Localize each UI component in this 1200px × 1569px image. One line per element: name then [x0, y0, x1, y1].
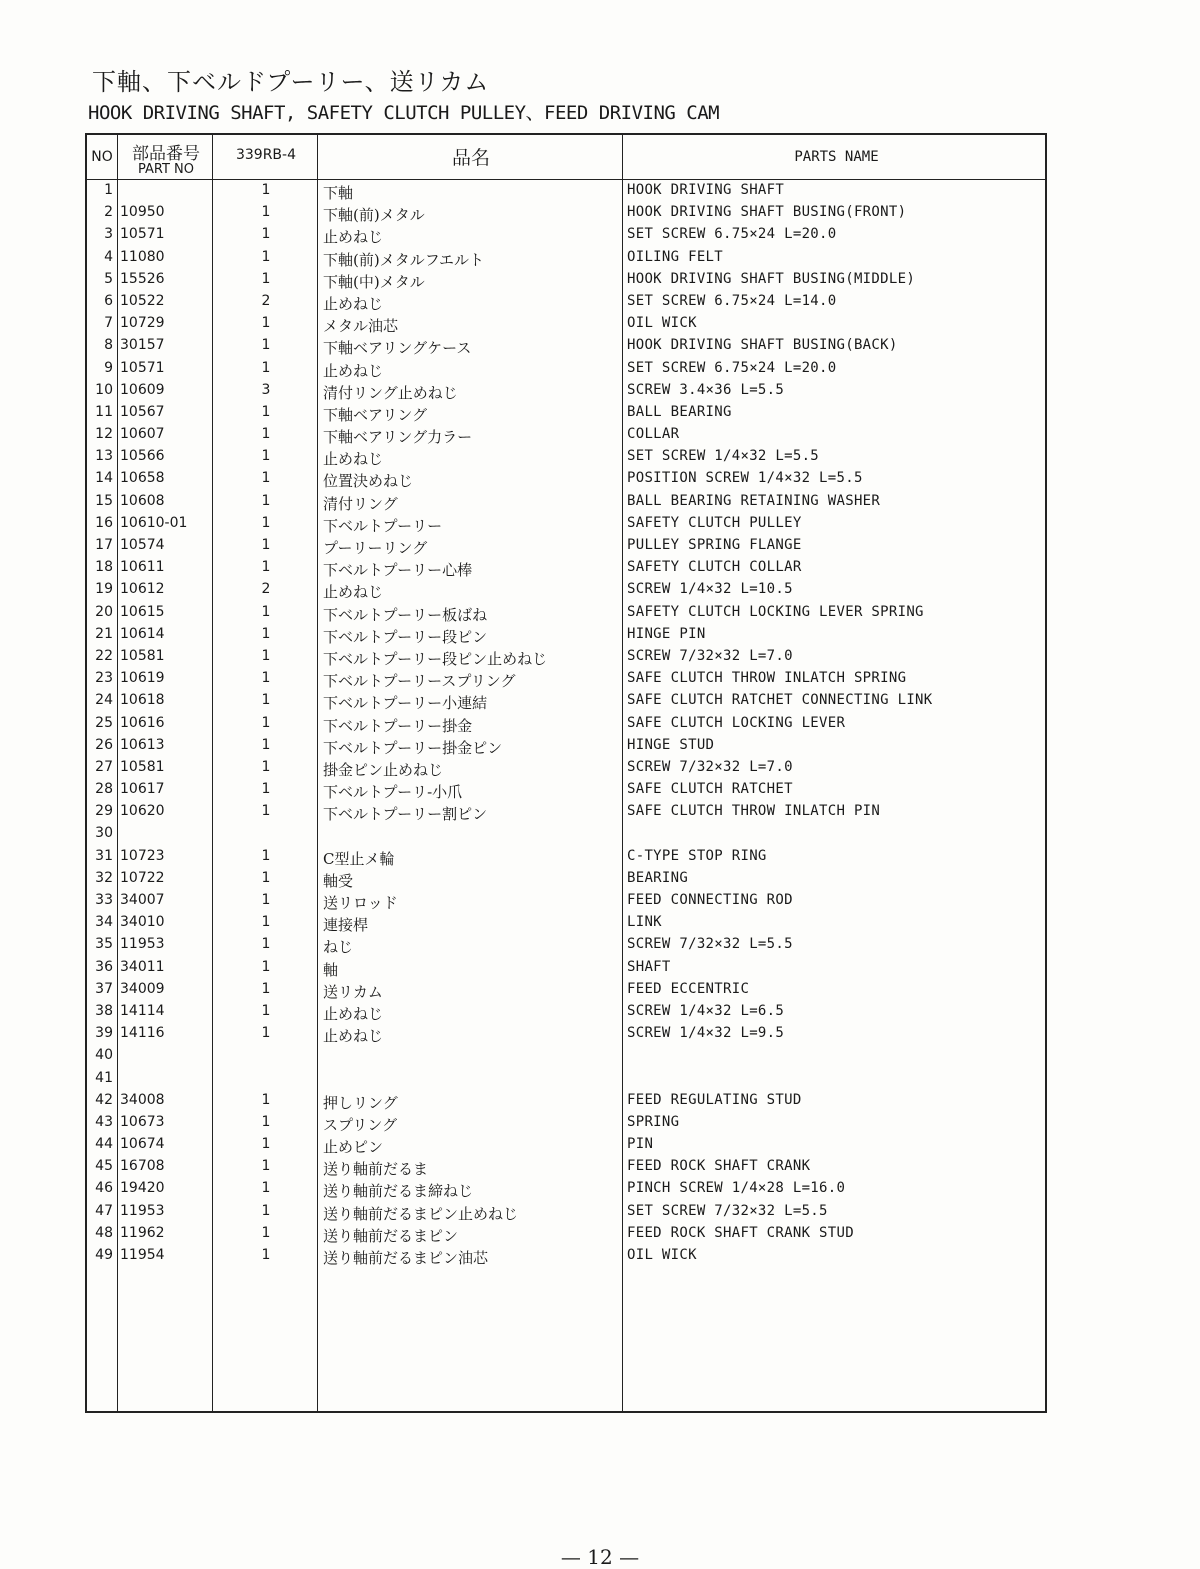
quantity: 1 — [261, 270, 271, 287]
quantity: 1 — [261, 1091, 271, 1108]
quantity: 1 — [261, 1247, 271, 1263]
part-name-japanese: 清付リング止めねじ — [323, 383, 458, 402]
row-number: 10 — [95, 381, 113, 398]
table-row — [87, 846, 1045, 868]
part-number: 10566 — [120, 448, 165, 465]
part-number: 10673 — [120, 1113, 165, 1130]
part-name-english: SAFE CLUTCH RATCHET CONNECTING LINK — [627, 692, 933, 709]
part-name-english: SAFE CLUTCH RATCHET — [627, 781, 793, 798]
part-number: 10581 — [120, 647, 165, 664]
part-name-japanese: 送り軸前だるま — [323, 1160, 429, 1179]
table-row — [87, 1045, 1045, 1067]
part-name-japanese: 止めねじ — [323, 450, 384, 469]
row-number: 3 — [104, 226, 113, 243]
quantity: 1 — [261, 359, 271, 376]
table-row — [87, 801, 1045, 823]
quantity: 1 — [261, 514, 271, 531]
row-number: 43 — [95, 1113, 113, 1130]
quantity: 1 — [261, 1202, 271, 1219]
part-number: 10612 — [120, 581, 165, 598]
row-number: 18 — [95, 559, 113, 576]
part-name-japanese: 下軸(前)メタル — [323, 206, 425, 225]
quantity: 1 — [261, 448, 271, 465]
quantity: 1 — [261, 1136, 271, 1153]
part-number: 34008 — [120, 1091, 165, 1108]
part-number: 10613 — [120, 736, 165, 753]
table-row — [87, 1156, 1045, 1178]
part-number: 10574 — [120, 537, 165, 553]
part-name-japanese: 止めねじ — [323, 1004, 384, 1023]
part-name-japanese: 送り軸前だるまピン止めねじ — [323, 1204, 519, 1223]
part-name-english: SAFE CLUTCH LOCKING LEVER — [627, 714, 846, 731]
part-name-english: HOOK DRIVING SHAFT BUSING(MIDDLE) — [627, 270, 916, 287]
part-name-japanese: 止めねじ — [323, 583, 384, 602]
row-number: 20 — [95, 603, 113, 620]
quantity: 1 — [261, 1002, 271, 1019]
part-name-japanese: 下ベルトプーリー割ピン — [323, 805, 488, 824]
quantity: 1 — [261, 492, 271, 509]
table-row — [87, 957, 1045, 979]
table-row — [87, 247, 1045, 269]
quantity: 1 — [261, 1180, 271, 1197]
quantity: 1 — [261, 869, 271, 886]
part-number: 10615 — [120, 603, 165, 620]
part-name-japanese: 下ベルトプーリー小連結 — [323, 694, 488, 713]
part-number: 11954 — [120, 1247, 165, 1263]
part-name-japanese: メタル油芯 — [323, 317, 399, 336]
row-number: 24 — [95, 692, 113, 709]
quantity: 2 — [261, 581, 271, 598]
part-name-japanese: 送り軸前だるまピン — [323, 1226, 459, 1245]
row-number: 8 — [104, 337, 113, 354]
part-name-japanese: 押しリング — [323, 1093, 398, 1112]
quantity: 1 — [261, 647, 271, 664]
quantity: 1 — [261, 936, 271, 953]
part-number: 10610-01 — [120, 514, 188, 531]
row-number: 39 — [95, 1025, 113, 1042]
row-number: 36 — [95, 958, 113, 975]
part-name-english: OIL WICK — [627, 315, 697, 332]
header-no: NO — [91, 149, 113, 165]
part-number: 11962 — [120, 1224, 165, 1241]
part-number: 10950 — [120, 204, 165, 221]
part-name-english: SAFETY CLUTCH PULLEY — [627, 514, 802, 531]
part-number: 10611 — [120, 559, 165, 576]
part-name-english: FEED ROCK SHAFT CRANK STUD — [627, 1224, 854, 1241]
quantity: 1 — [261, 958, 271, 975]
part-name-japanese: 下ベルトプーリ-小爪 — [323, 783, 463, 802]
table-row — [87, 380, 1045, 402]
row-number: 40 — [95, 1047, 113, 1064]
part-name-japanese: 連接桿 — [323, 916, 369, 935]
table-row — [87, 1001, 1045, 1023]
row-number: 15 — [95, 492, 113, 509]
row-number: 11 — [95, 403, 113, 420]
part-name-english: SPRING — [627, 1113, 680, 1130]
table-row — [87, 468, 1045, 490]
quantity: 1 — [261, 537, 271, 553]
table-row — [87, 624, 1045, 646]
part-number: 11080 — [120, 248, 165, 265]
part-number: 10614 — [120, 625, 165, 642]
quantity: 1 — [261, 559, 271, 576]
quantity: 1 — [261, 603, 271, 620]
quantity: 1 — [261, 1113, 271, 1130]
quantity: 1 — [261, 1025, 271, 1042]
part-number: 10729 — [120, 315, 165, 332]
quantity: 1 — [261, 204, 271, 221]
part-name-english: BALL BEARING RETAINING WASHER — [627, 492, 881, 509]
table-row — [87, 757, 1045, 779]
part-number: 34007 — [120, 892, 165, 908]
part-name-japanese: 下ベルトプーリー掛金 — [323, 716, 473, 735]
part-name-japanese: 止めねじ — [323, 1027, 384, 1046]
row-number: 37 — [95, 980, 113, 997]
part-number: 16708 — [120, 1158, 165, 1175]
quantity: 1 — [261, 758, 271, 775]
part-name-english: PIN — [627, 1136, 654, 1153]
table-row — [87, 934, 1045, 956]
quantity: 1 — [261, 736, 271, 753]
table-row — [87, 668, 1045, 690]
row-number: 48 — [95, 1224, 113, 1241]
table-row — [87, 1201, 1045, 1223]
row-number: 38 — [95, 1002, 113, 1019]
part-number: 30157 — [120, 337, 165, 354]
part-name-japanese: 止めねじ — [323, 228, 384, 247]
part-name-japanese: 下ベルトプーリー段ピン止めねじ — [323, 649, 548, 668]
part-number: 14116 — [120, 1025, 165, 1042]
table-row — [87, 1068, 1045, 1090]
part-name-english: SET SCREW 7/32×32 L=5.5 — [627, 1202, 828, 1219]
row-number: 26 — [95, 736, 113, 753]
table-row — [87, 335, 1045, 357]
quantity: 1 — [261, 914, 271, 931]
row-number: 46 — [95, 1180, 113, 1197]
part-name-english: HINGE STUD — [627, 736, 715, 753]
part-number: 10723 — [120, 847, 165, 864]
row-number: 14 — [95, 470, 113, 487]
table-row — [87, 1223, 1045, 1245]
table-row — [87, 823, 1045, 845]
part-name-japanese: 下ベルトプーリー板ばね — [323, 605, 488, 624]
row-number: 34 — [95, 914, 113, 931]
quantity: 1 — [261, 182, 271, 198]
part-name-japanese: 位置決めねじ — [323, 472, 414, 491]
quantity: 1 — [261, 781, 271, 798]
part-name-english: OILING FELT — [627, 248, 724, 265]
part-number: 19420 — [120, 1180, 165, 1197]
quantity: 1 — [261, 470, 271, 487]
part-name-english: LINK — [627, 914, 662, 931]
row-number: 6 — [104, 292, 113, 309]
part-name-english: SCREW 1/4×32 L=10.5 — [627, 581, 793, 598]
row-number: 35 — [95, 936, 113, 953]
table-row — [87, 224, 1045, 246]
table-row — [87, 513, 1045, 535]
part-name-english: OIL WICK — [627, 1247, 697, 1263]
quantity: 1 — [261, 892, 271, 908]
part-name-japanese: 軸 — [323, 960, 339, 979]
part-number: 11953 — [120, 936, 165, 953]
header-parts-name: PARTS NAME — [794, 149, 879, 165]
part-name-english: COLLAR — [627, 426, 680, 443]
part-name-japanese: 下ベルトプーリー掛金ピン — [323, 738, 503, 757]
part-number: 15526 — [120, 270, 165, 287]
table-row — [87, 602, 1045, 624]
row-number: 32 — [95, 869, 113, 886]
part-number: 10674 — [120, 1136, 165, 1153]
row-number: 44 — [95, 1136, 113, 1153]
quantity: 1 — [261, 625, 271, 642]
part-number: 10522 — [120, 292, 165, 309]
part-name-japanese: 下ベルトプーリー段ピン — [323, 627, 488, 646]
row-number: 4 — [104, 248, 113, 265]
row-number: 2 — [104, 204, 113, 221]
row-number: 22 — [95, 647, 113, 664]
part-number: 14114 — [120, 1002, 165, 1019]
quantity: 1 — [261, 670, 271, 687]
part-name-japanese: 下ベルトプーリー — [323, 516, 443, 535]
quantity: 1 — [261, 248, 271, 265]
part-number: 10617 — [120, 781, 165, 798]
part-number: 10619 — [120, 670, 165, 687]
row-number: 49 — [95, 1247, 113, 1263]
table-row — [87, 690, 1045, 712]
row-number: 1 — [104, 182, 113, 198]
part-name-english: HOOK DRIVING SHAFT BUSING(BACK) — [627, 337, 898, 354]
quantity: 1 — [261, 337, 271, 354]
table-row — [87, 202, 1045, 224]
row-number: 41 — [95, 1069, 113, 1086]
part-number: 34011 — [120, 958, 165, 975]
quantity: 1 — [261, 803, 271, 820]
quantity: 1 — [261, 226, 271, 243]
table-row — [87, 358, 1045, 380]
part-name-english: SCREW 7/32×32 L=5.5 — [627, 936, 793, 953]
table-row — [87, 1134, 1045, 1156]
part-name-japanese: 掛金ピン止めねじ — [323, 760, 444, 779]
part-name-english: SAFE CLUTCH THROW INLATCH SPRING — [627, 670, 907, 687]
part-name-japanese: 送リロッド — [323, 894, 398, 912]
quantity: 1 — [261, 714, 271, 731]
row-number: 23 — [95, 670, 113, 687]
part-name-japanese: C型止メ輪 — [323, 849, 395, 868]
part-name-english: SAFETY CLUTCH LOCKING LEVER SPRING — [627, 603, 924, 620]
table-row — [87, 424, 1045, 446]
table-row — [87, 269, 1045, 291]
table-row — [87, 779, 1045, 801]
table-row — [87, 890, 1045, 912]
row-number: 19 — [95, 581, 113, 598]
table-row — [87, 446, 1045, 468]
row-number: 16 — [95, 514, 113, 531]
table-row — [87, 1023, 1045, 1045]
quantity: 1 — [261, 847, 271, 864]
part-name-japanese: 止めピン — [323, 1138, 384, 1157]
part-name-japanese: 下軸ベアリング力ラー — [323, 428, 473, 447]
table-row — [87, 735, 1045, 757]
row-number: 31 — [95, 847, 113, 864]
table-row — [87, 646, 1045, 668]
part-number: 34010 — [120, 914, 165, 931]
part-number: 10722 — [120, 869, 165, 886]
row-number: 21 — [95, 625, 113, 642]
part-number: 10581 — [120, 758, 165, 775]
table-row — [87, 313, 1045, 335]
row-number: 25 — [95, 714, 113, 731]
part-number: 11953 — [120, 1202, 165, 1219]
header-part-no-japanese: 部品番号 — [132, 144, 200, 164]
parts-table — [85, 133, 1047, 1413]
part-number: 10609 — [120, 381, 165, 398]
quantity: 3 — [261, 381, 271, 398]
header-name-japanese: 品名 — [451, 147, 490, 169]
part-name-japanese: 止めねじ — [323, 294, 384, 313]
part-name-english: SCREW 7/32×32 L=7.0 — [627, 758, 793, 775]
part-name-japanese: 下軸ベアリングケース — [323, 339, 472, 358]
quantity: 1 — [261, 1158, 271, 1175]
row-number: 47 — [95, 1202, 113, 1219]
header-part-no: PART NO — [137, 162, 195, 177]
table-row — [87, 1112, 1045, 1134]
table-body — [87, 180, 1045, 1267]
part-name-english: SHAFT — [627, 958, 671, 975]
part-name-english: SET SCREW 6.75×24 L=14.0 — [627, 292, 837, 309]
row-number: 42 — [95, 1091, 113, 1108]
row-number: 28 — [95, 781, 113, 798]
part-number: 10571 — [120, 359, 165, 376]
row-number: 33 — [95, 892, 113, 908]
table-row — [87, 557, 1045, 579]
page-number: — 12 — — [560, 1545, 640, 1569]
row-number: 27 — [95, 758, 113, 775]
quantity: 1 — [261, 692, 271, 709]
part-number: 10608 — [120, 492, 165, 509]
part-number: 10616 — [120, 714, 165, 731]
part-name-english: C-TYPE STOP RING — [627, 847, 767, 864]
row-number: 12 — [95, 426, 113, 443]
table-row — [87, 912, 1045, 934]
table-row — [87, 491, 1045, 513]
part-name-japanese: 清付リング — [323, 494, 398, 513]
part-number: 10658 — [120, 470, 165, 487]
part-name-english: SCREW 7/32×32 L=7.0 — [627, 647, 793, 664]
table-row — [87, 979, 1045, 1001]
quantity: 2 — [261, 292, 271, 309]
part-name-english: BEARING — [627, 869, 689, 886]
table-row — [87, 291, 1045, 313]
part-name-japanese: 下軸ベアリング — [323, 405, 428, 424]
table-row — [87, 1178, 1045, 1200]
part-name-english: SET SCREW 1/4×32 L=5.5 — [627, 448, 820, 465]
part-name-english: SAFETY CLUTCH COLLAR — [627, 559, 802, 576]
part-name-japanese: プーリーリング — [323, 539, 428, 557]
part-name-english: POSITION SCREW 1/4×32 L=5.5 — [627, 470, 863, 487]
table-row — [87, 868, 1045, 890]
table-row — [87, 535, 1045, 557]
part-name-english: PINCH SCREW 1/4×28 L=16.0 — [627, 1180, 846, 1197]
part-name-english: SCREW 3.4×36 L=5.5 — [627, 381, 785, 398]
part-name-japanese: 下ベルトプーリースプリング — [323, 672, 516, 691]
row-number: 9 — [104, 359, 113, 376]
page-title-english: HOOK DRIVING SHAFT, SAFETY CLUTCH PULLEY、FEED DRIVING CAM — [88, 102, 720, 124]
quantity: 1 — [261, 980, 271, 997]
part-name-japanese: スプリング — [323, 1115, 398, 1134]
row-number: 7 — [104, 315, 113, 332]
part-name-japanese: 止めねじ — [323, 361, 384, 380]
part-name-english: FEED ROCK SHAFT CRANK — [627, 1158, 811, 1175]
table-row — [87, 579, 1045, 601]
part-name-english: FEED ECCENTRIC — [627, 980, 750, 997]
part-number: 10571 — [120, 226, 165, 243]
part-name-english: SCREW 1/4×32 L=9.5 — [627, 1025, 785, 1042]
part-name-japanese: 下軸(中)メタル — [323, 272, 425, 291]
table-row — [87, 180, 1045, 202]
part-name-english: HOOK DRIVING SHAFT BUSING(FRONT) — [627, 204, 907, 221]
row-number: 13 — [95, 448, 113, 465]
row-number: 45 — [95, 1158, 113, 1175]
table-row — [87, 1245, 1045, 1267]
part-number: 10620 — [120, 803, 165, 820]
part-name-english: SAFE CLUTCH THROW INLATCH PIN — [627, 803, 881, 820]
part-name-english: HOOK DRIVING SHAFT — [627, 182, 785, 198]
part-name-japanese: 下軸 — [323, 184, 354, 202]
part-name-japanese: 送り軸前だるま締ねじ — [323, 1182, 474, 1201]
quantity: 1 — [261, 426, 271, 443]
part-name-english: PULLEY SPRING FLANGE — [627, 537, 802, 553]
row-number: 5 — [104, 270, 113, 287]
row-number: 30 — [95, 825, 113, 842]
row-number: 29 — [95, 803, 113, 820]
part-number: 10567 — [120, 403, 165, 420]
part-number: 34009 — [120, 980, 165, 997]
quantity: 1 — [261, 1224, 271, 1241]
part-name-japanese: 下ベルトプーリー心棒 — [323, 561, 473, 580]
part-name-english: SET SCREW 6.75×24 L=20.0 — [627, 226, 837, 243]
page-title-japanese: 下軸、下ベルドプーリー、送リカム — [92, 68, 490, 96]
quantity: 1 — [261, 315, 271, 332]
part-name-japanese: ねじ — [323, 938, 354, 957]
table-row — [87, 713, 1045, 735]
part-name-english: SCREW 1/4×32 L=6.5 — [627, 1002, 785, 1019]
table-row — [87, 1090, 1045, 1112]
table-row — [87, 402, 1045, 424]
part-name-japanese: 送リカム — [323, 982, 383, 1001]
part-name-english: HINGE PIN — [627, 625, 706, 642]
part-name-english: FEED CONNECTING ROD — [627, 892, 793, 908]
part-name-japanese: 軸受 — [323, 871, 354, 890]
part-name-japanese: 下軸(前)メタルフエルト — [323, 250, 484, 269]
quantity: 1 — [261, 403, 271, 420]
part-name-japanese: 送り軸前だるまピン油芯 — [323, 1249, 489, 1267]
part-number: 10618 — [120, 692, 165, 709]
row-number: 17 — [95, 537, 113, 553]
header-model: 339RB-4 — [235, 147, 296, 163]
part-name-english: SET SCREW 6.75×24 L=20.0 — [627, 359, 837, 376]
part-name-english: FEED REGULATING STUD — [627, 1091, 802, 1108]
part-name-english: BALL BEARING — [627, 403, 732, 420]
part-number: 10607 — [120, 426, 165, 443]
